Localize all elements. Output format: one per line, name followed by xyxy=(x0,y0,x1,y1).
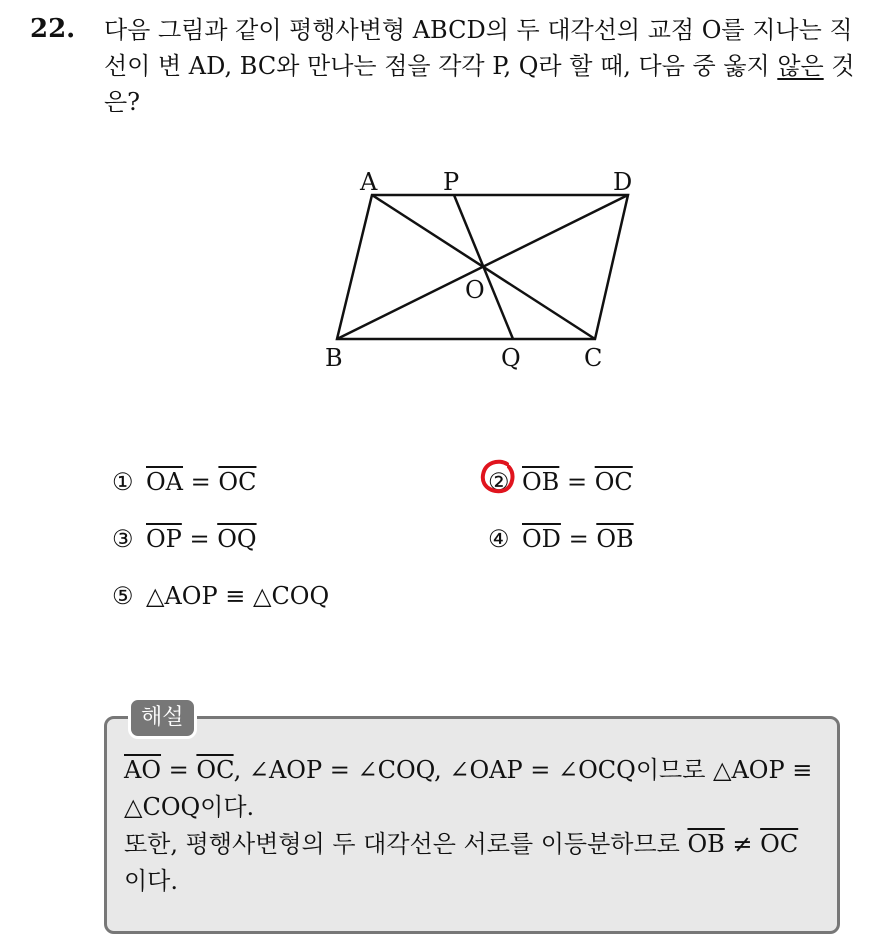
label-q: Q xyxy=(501,344,521,372)
answer-circle-mark xyxy=(479,458,517,496)
solution-line-2: △COQ이다. xyxy=(124,793,255,821)
option-2-rhs: $\overline{OC}$ xyxy=(594,468,633,496)
parallelogram-figure xyxy=(310,160,650,380)
question-text-part2: 것은? xyxy=(104,52,855,116)
question-text-part1: 다음 그림과 같이 평행사변형 ABCD의 두 대각선의 교점 O를 지나는 직선이 변 AD, BC와 만나는 점을 각각 P, Q라 할 때, 다음 중 옳지 xyxy=(104,16,853,80)
solution-line-1 xyxy=(124,752,836,789)
option-1[interactable] xyxy=(112,467,256,497)
solution-eq: = xyxy=(168,756,189,784)
question-text-underlined: 않은 xyxy=(777,52,824,80)
label-a: A xyxy=(360,168,378,196)
option-5-text: △AOP ≡ △COQ xyxy=(146,582,330,610)
option-2-lhs: $\overline{OB}$ xyxy=(522,468,560,496)
option-3-op: = xyxy=(189,525,210,553)
solution-neq: ≠ xyxy=(724,830,761,858)
option-1-lhs: $\overline{OA}$ xyxy=(146,468,184,496)
label-c: C xyxy=(584,344,603,372)
option-4-rhs: $\overline{OB}$ xyxy=(596,525,634,553)
option-1-op: = xyxy=(190,468,211,496)
option-4-lhs: $\overline{OD}$ xyxy=(522,525,561,553)
solution-segment-oc: $\overline{OC}$ xyxy=(196,756,234,784)
option-1-number: ① xyxy=(112,468,134,496)
solution-line-1-rest: , ∠AOP = ∠COQ, ∠OAP = ∠OCQ이므로 △AOP ≡ xyxy=(233,756,813,784)
solution-text xyxy=(124,752,836,900)
option-2-op: = xyxy=(566,468,588,496)
option-5[interactable] xyxy=(112,581,329,611)
option-3[interactable] xyxy=(112,524,257,554)
option-3-rhs: $\overline{OQ}$ xyxy=(217,525,257,553)
solution-line-4: 이다. xyxy=(124,867,178,895)
line-pq xyxy=(454,195,513,339)
option-1-rhs: $\overline{OC}$ xyxy=(218,468,257,496)
label-d: D xyxy=(613,168,633,196)
label-p: P xyxy=(443,168,460,196)
solution-line-3 xyxy=(124,826,836,863)
option-4[interactable] xyxy=(488,524,634,554)
solution-line-3-text: 또한, 평행사변형의 두 대각선은 서로를 이등분하므로 xyxy=(124,830,688,858)
solution-segment-ob: $\overline{OB}$ xyxy=(687,830,725,858)
solution-segment-oc-2: $\overline{OC}$ xyxy=(760,830,799,858)
option-2-number: ② xyxy=(488,468,510,496)
option-3-number: ③ xyxy=(112,525,134,553)
question-text xyxy=(104,12,864,120)
option-4-op: = xyxy=(568,525,589,553)
option-5-number: ⑤ xyxy=(112,582,134,610)
solution-tag: 해설 xyxy=(128,697,197,739)
label-o: O xyxy=(465,276,485,304)
option-4-number: ④ xyxy=(488,525,510,553)
question-number: 22. xyxy=(30,14,76,44)
option-3-lhs: $\overline{OP}$ xyxy=(146,525,182,553)
solution-segment-ao: $\overline{AO}$ xyxy=(124,756,162,784)
label-b: B xyxy=(325,344,343,372)
